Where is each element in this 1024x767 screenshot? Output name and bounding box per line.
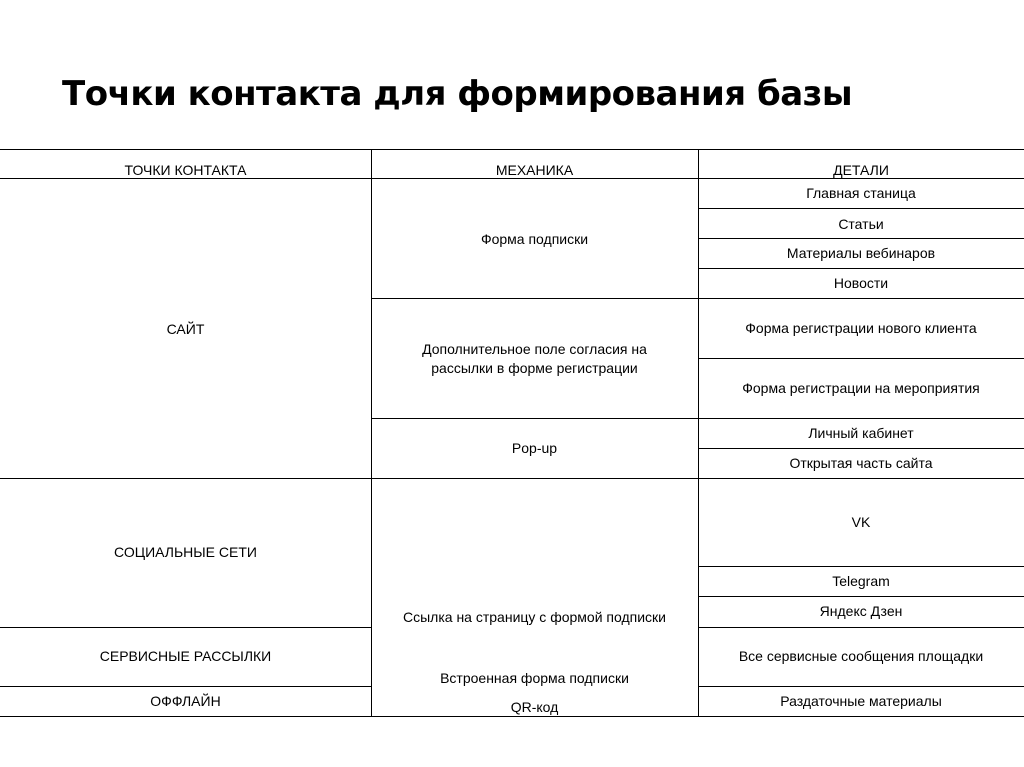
mechanic-popup: Pop-up xyxy=(511,440,558,456)
mechanic-consent-field-line1: Дополнительное поле согласия на xyxy=(422,341,647,357)
row-divider xyxy=(0,627,371,628)
row-divider xyxy=(698,686,1024,687)
row-divider xyxy=(698,448,1024,449)
row-divider xyxy=(698,627,1024,628)
row-divider xyxy=(698,596,1024,597)
row-divider xyxy=(698,358,1024,359)
mechanic-embedded-form: Встроенная форма подписки xyxy=(440,670,629,686)
header-details: ДЕТАЛИ xyxy=(833,162,889,178)
detail-public-site: Открытая часть сайта xyxy=(789,455,933,471)
detail-home-page: Главная станица xyxy=(806,185,916,201)
mechanic-qr-code: QR-код xyxy=(510,699,559,715)
mechanic-consent-field-line2: рассылки в форме регистрации xyxy=(431,360,638,376)
page-title: Точки контакта для формирования базы xyxy=(62,74,853,114)
detail-handouts: Раздаточные материалы xyxy=(780,693,942,709)
touchpoint-service-mailings: СЕРВИСНЫЕ РАССЫЛКИ xyxy=(99,648,272,664)
header-touchpoints: ТОЧКИ КОНТАКТА xyxy=(124,162,247,178)
touchpoint-offline: ОФФЛАЙН xyxy=(150,693,221,709)
row-divider xyxy=(698,208,1024,209)
row-divider xyxy=(698,238,1024,239)
detail-new-client-registration: Форма регистрации нового клиента xyxy=(745,320,977,336)
detail-yandex-zen: Яндекс Дзен xyxy=(819,603,903,619)
header-mechanics: МЕХАНИКА xyxy=(495,162,574,178)
mechanic-subscription-form: Форма подписки xyxy=(480,231,589,247)
row-divider xyxy=(0,478,1024,479)
row-divider xyxy=(698,566,1024,567)
row-divider xyxy=(0,686,371,687)
detail-event-registration: Форма регистрации на мероприятия xyxy=(742,380,980,396)
mechanic-subscription-link: Ссылка на страницу с формой подписки xyxy=(403,609,666,625)
detail-articles: Статьи xyxy=(838,216,884,232)
detail-service-messages: Все сервисные сообщения площадки xyxy=(738,648,984,664)
touchpoint-site: САЙТ xyxy=(166,321,205,337)
detail-telegram: Telegram xyxy=(832,573,890,589)
detail-webinar-materials: Материалы вебинаров xyxy=(786,245,936,261)
touchpoint-social: СОЦИАЛЬНЫЕ СЕТИ xyxy=(114,544,257,560)
detail-news: Новости xyxy=(833,275,889,291)
detail-vk: VK xyxy=(851,514,871,530)
detail-personal-account: Личный кабинет xyxy=(808,425,914,441)
table-top-border xyxy=(0,149,1024,150)
row-divider xyxy=(698,268,1024,269)
